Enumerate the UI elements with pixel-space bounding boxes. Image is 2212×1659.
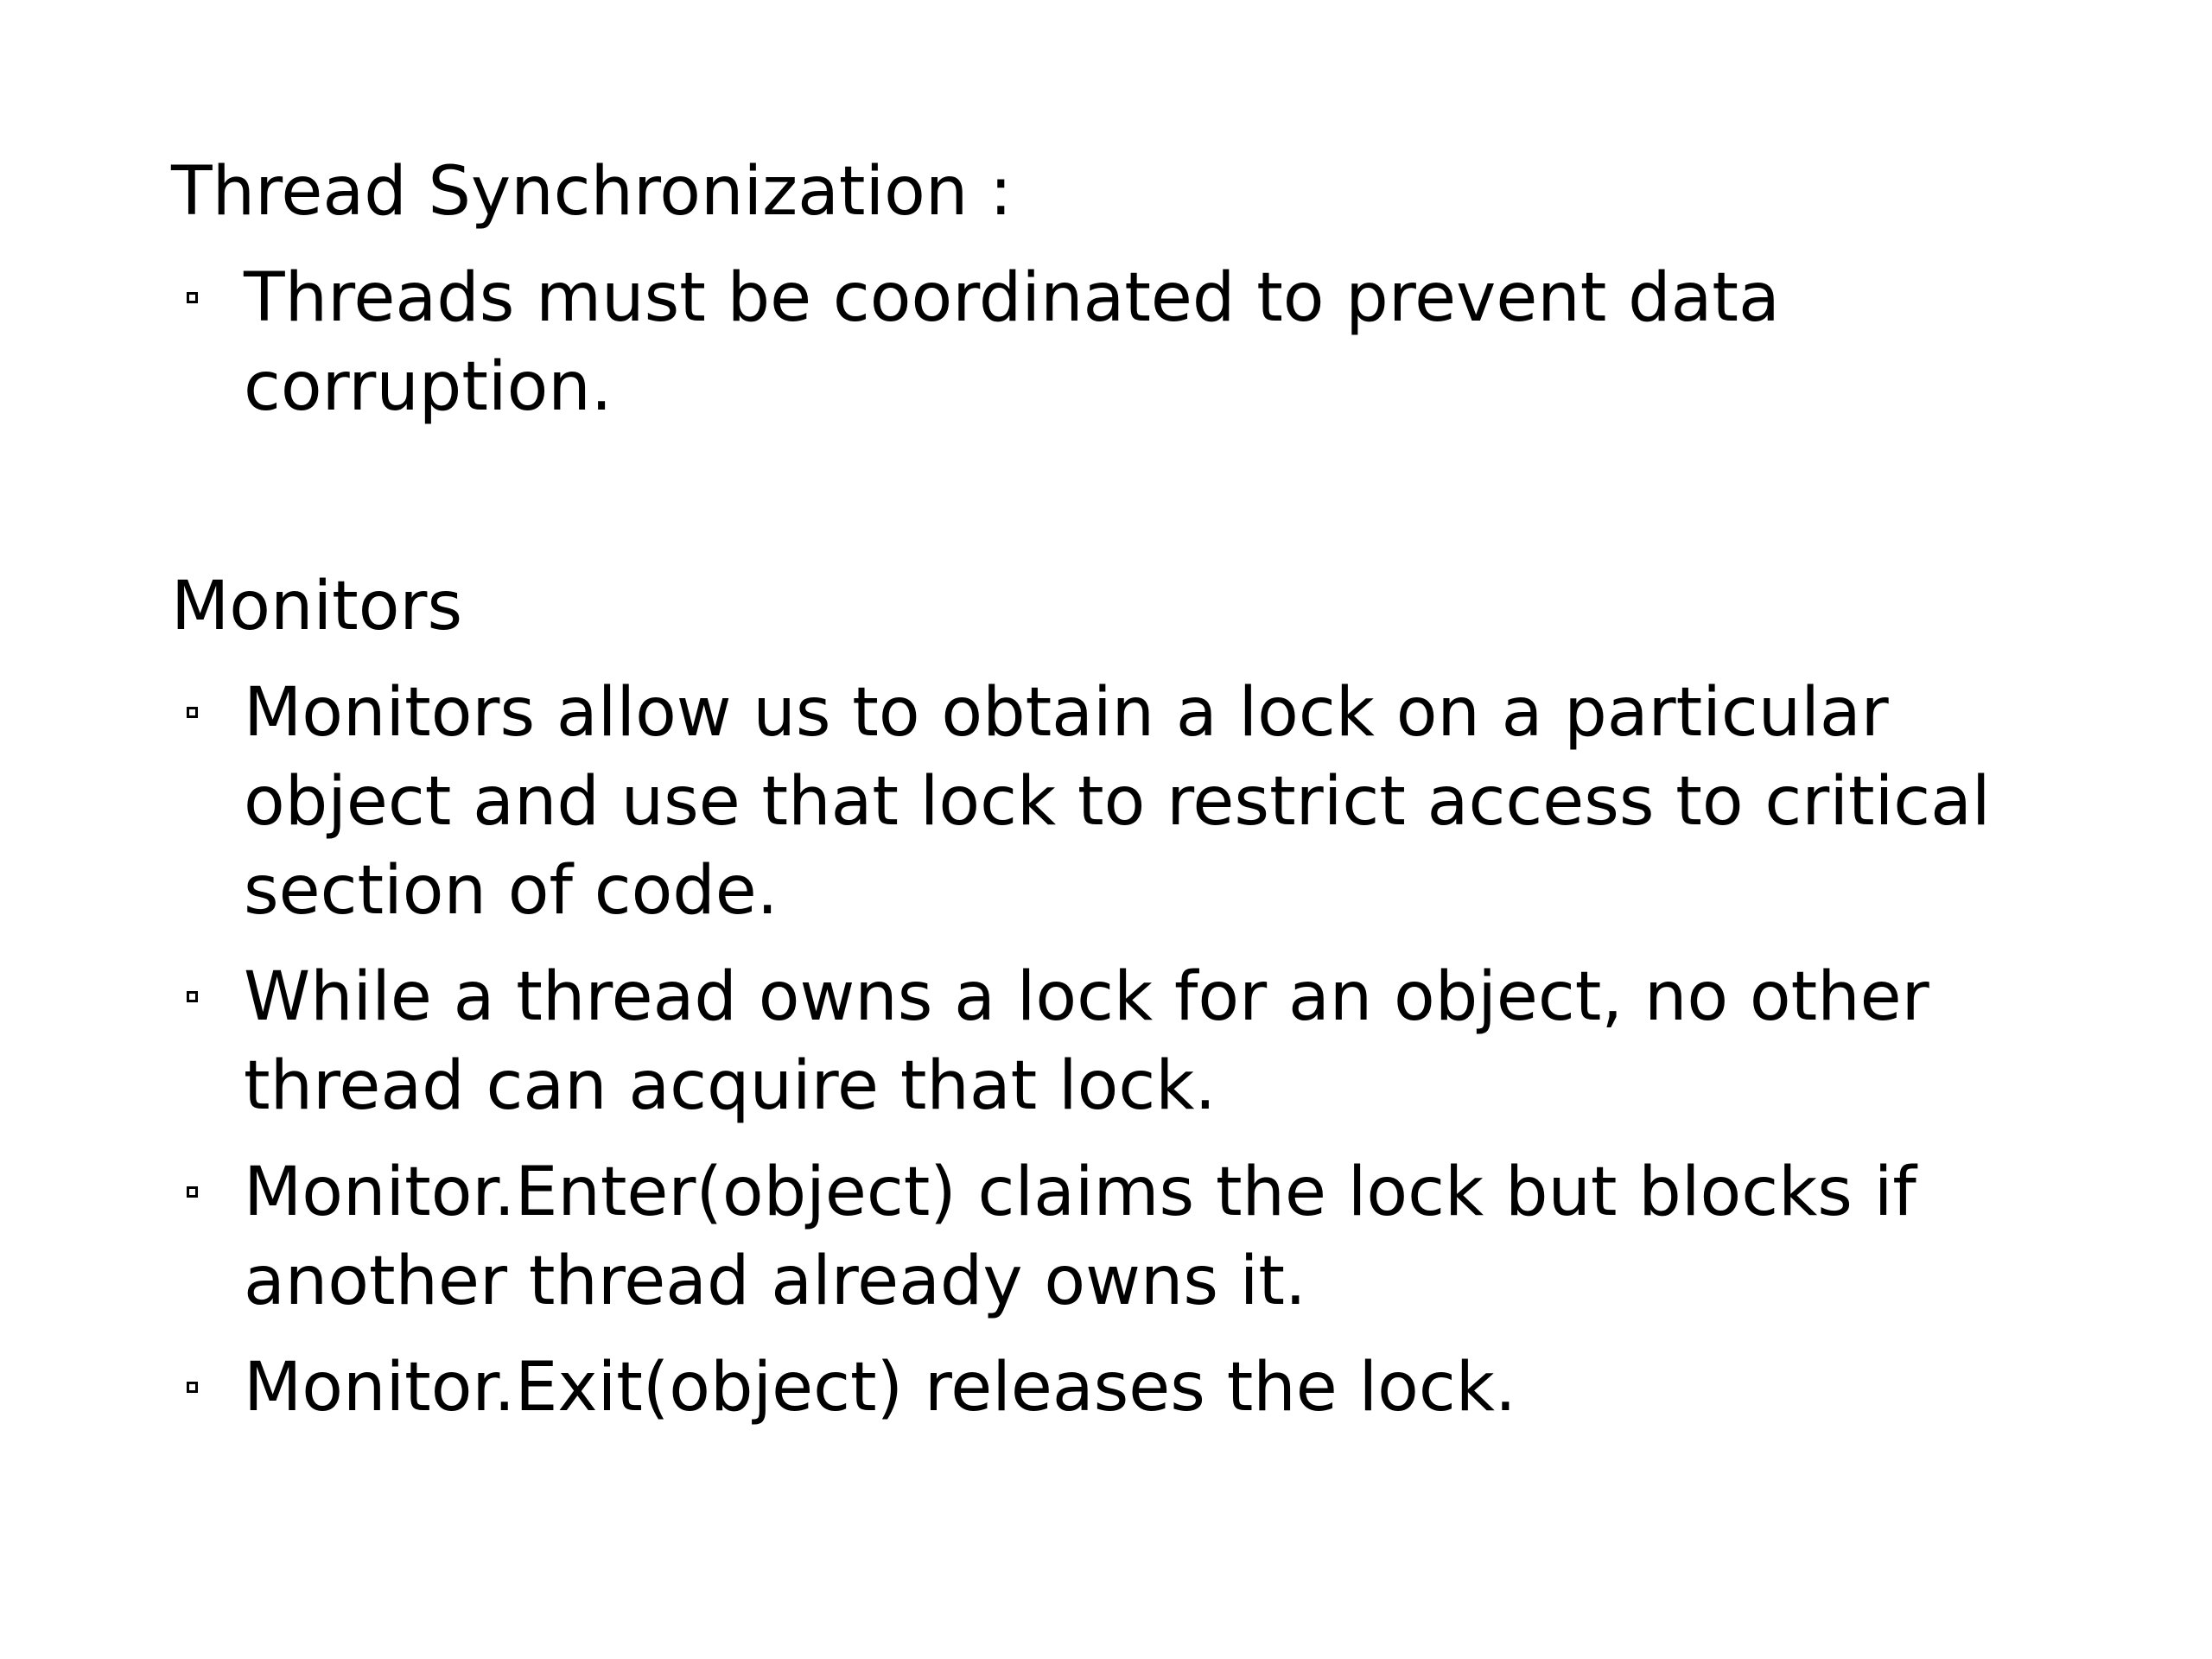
bullet-text: Monitor.Enter(object) claims the lock but blocks if another thread already owns it. — [244, 1154, 1916, 1320]
hollow-square-bullet-icon — [187, 1186, 198, 1198]
bullet-text: While a thread owns a lock for an object, no other thread can acquire that lock. — [244, 958, 1929, 1125]
bullet-item — [171, 1344, 2110, 1433]
bullet-item — [171, 669, 2110, 936]
hollow-square-bullet-icon — [187, 292, 198, 303]
slide-content — [171, 147, 2107, 1433]
section-heading-thread-synchronization: Thread Synchronization : — [171, 153, 1013, 231]
bullet-text: Monitors allow us to obtain a lock on a particular object and use that lock to restrict access to critical section of code. — [244, 674, 1991, 930]
bullet-item — [171, 254, 2110, 432]
bullet-text: Threads must be coordinated to prevent data corruption. — [244, 259, 1780, 426]
bullet-list-thread-synchronization — [171, 254, 2107, 432]
hollow-square-bullet-icon — [187, 1382, 198, 1393]
bullet-item — [171, 953, 2110, 1131]
hollow-square-bullet-icon — [187, 991, 198, 1002]
bullet-list-monitors — [171, 669, 2107, 1433]
bullet-text: Monitor.Exit(object) releases the lock. — [244, 1349, 1516, 1427]
hollow-square-bullet-icon — [187, 707, 198, 718]
bullet-item — [171, 1148, 2110, 1326]
section-heading-monitors: Monitors — [171, 568, 463, 645]
